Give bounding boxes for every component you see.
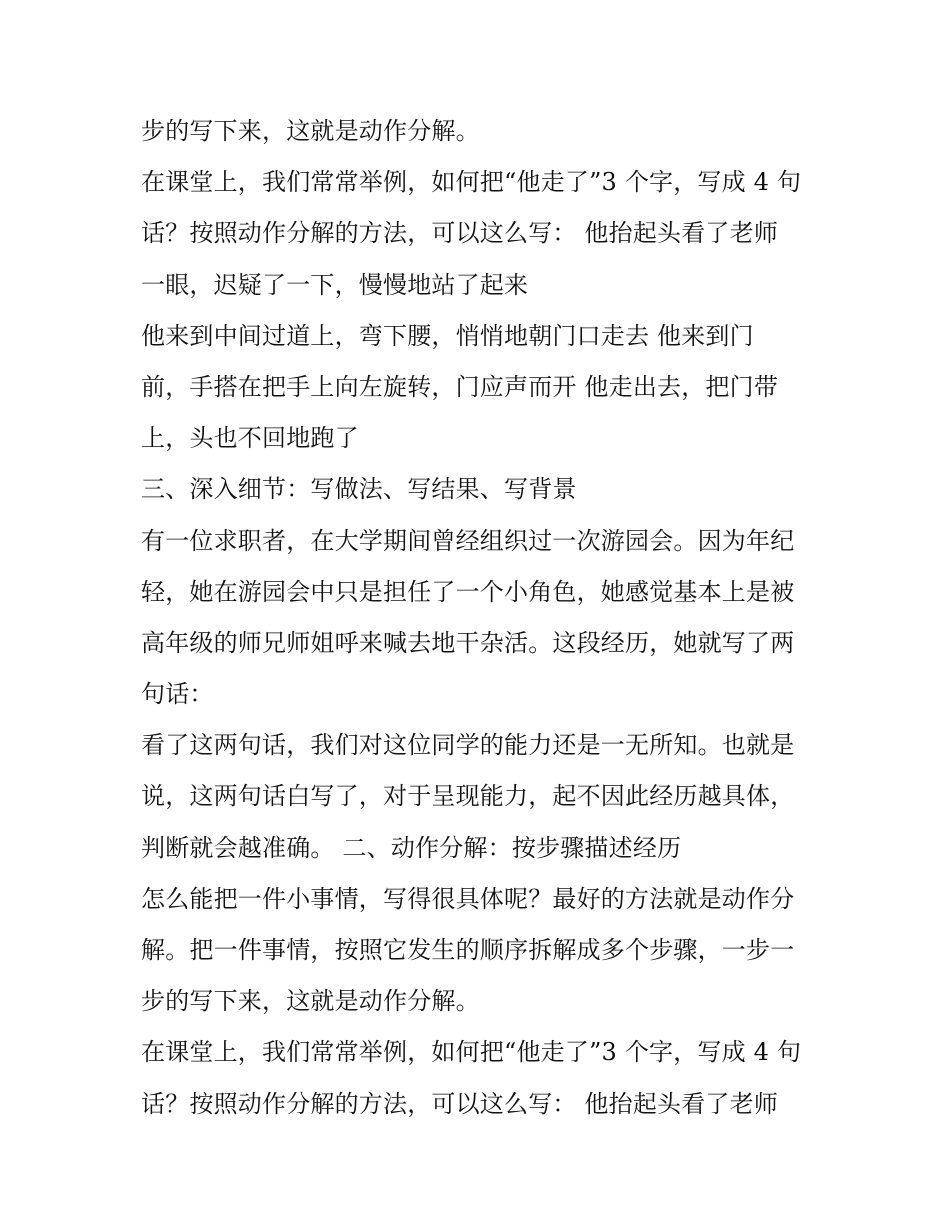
text-line: 高年级的师兄师姐呼来喊去地干杂活。这段经历，她就写了两 <box>141 628 795 657</box>
text-line: 话？按照动作分解的方法，可以这么写： 他抬起头看了老师 <box>141 1089 779 1118</box>
text-line: 步的写下来，这就是动作分解。 <box>141 117 480 145</box>
text-line: 说，这两句话白写了，对于呈现能力，起不因此经历越具体， <box>141 782 795 811</box>
text-line: 在课堂上，我们常常举例，如何把“他走了”3 个字，写成 4 句 <box>141 168 802 197</box>
text-line: 怎么能把一件小事情，写得很具体呢？最好的方法就是动作分 <box>141 884 795 913</box>
text-line: 看了这两句话，我们对这位同学的能力还是一无所知。也就是 <box>141 731 795 760</box>
text-line: 他来到中间过道上，弯下腰，悄悄地朝门口走去 他来到门 <box>141 321 754 350</box>
text-line: 句话： <box>141 680 214 709</box>
text-line: 步的写下来，这就是动作分解。 <box>141 987 480 1016</box>
text-line: 判断就会越准确。 二、动作分解：按步骤描述经历 <box>141 833 682 862</box>
text-line: 有一位求职者，在大学期间曾经组织过一次游园会。因为年纪 <box>141 526 795 555</box>
text-line: 前，手搭在把手上向左旋转，门应声而开 他走出去，把门带 <box>141 372 779 401</box>
text-line: 解。把一件事情，按照它发生的顺序拆解成多个步骤，一步一 <box>141 936 795 964</box>
section-heading: 三、深入细节：写做法、写结果、写背景 <box>141 475 577 504</box>
document-body <box>141 106 821 1130</box>
text-line: 一眼，迟疑了一下，慢慢地站了起来 <box>141 270 529 299</box>
text-line: 上，头也不回地跑了 <box>141 424 359 453</box>
text-line: 轻，她在游园会中只是担任了一个小角色，她感觉基本上是被 <box>141 577 795 606</box>
text-line: 在课堂上，我们常常举例，如何把“他走了”3 个字，写成 4 句 <box>141 1038 802 1067</box>
text-line: 话？按照动作分解的方法，可以这么写： 他抬起头看了老师 <box>141 219 779 248</box>
